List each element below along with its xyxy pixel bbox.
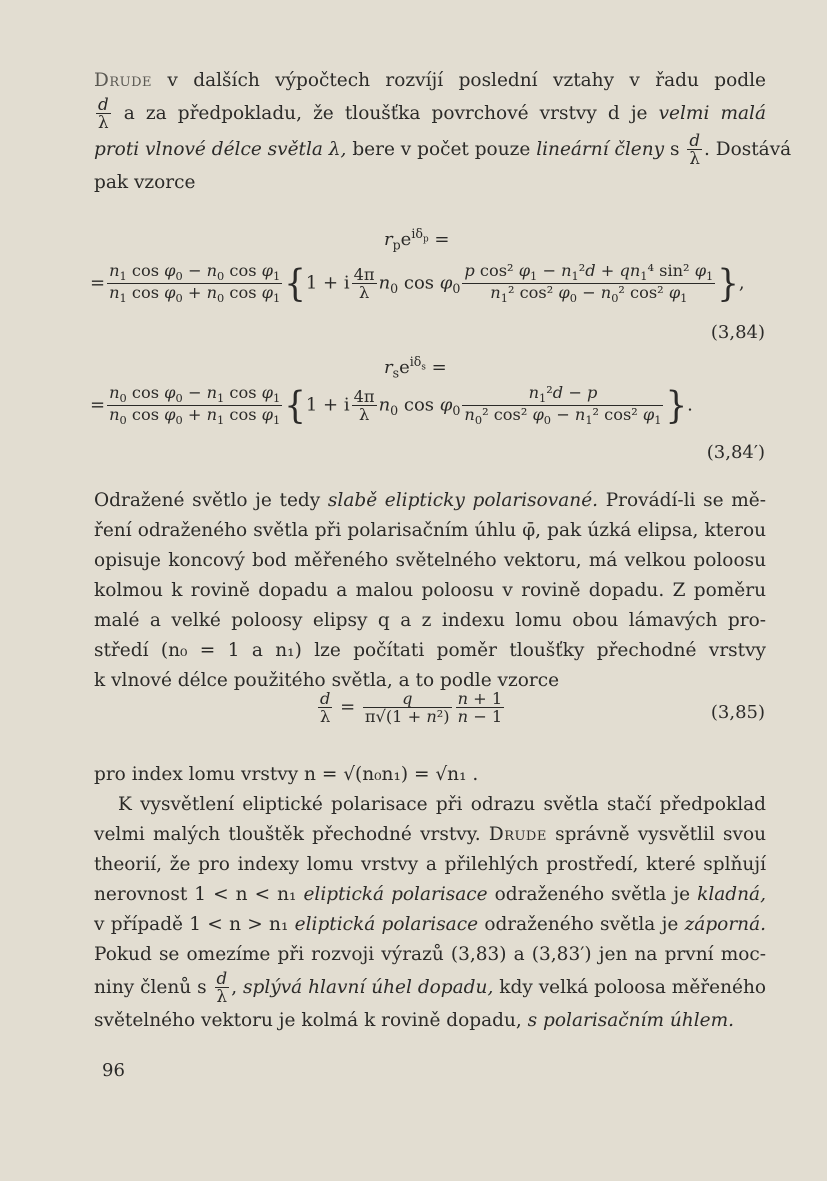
eq2-lhs: $r_se^{i\delta_s}$ = xyxy=(384,354,447,381)
paragraph-elliptic: Odražené světlo je tedy slabě elipticky polarisované. Provádí-li se mě- ření odraženého světla při polarisačním úhlu φ̄, pak úzká elipsa, kterou opisuje koncový bod měřeného světelného vektoru, má velkou poloosu kolmou k rovině dopadu a malou poloosu v rovině dopadu. Z poměru malé a velké poloosy elipsy q a z indexu lomu obou lámavých pro- středí (n₀ = 1 a n₁) lze počítati poměr tloušťky přechodné vrstvy k vlnové délce použitého světla, a to podle vzorce xyxy=(94,490,767,691)
fraction-d-lambda: $\frac{d}{\lambda}$ xyxy=(98,94,109,133)
intro-line-3: proti vlnové délce světla λ, bere v počet pouze lineární členy s $\frac{d}{\lambda}$ . Dostává xyxy=(94,130,792,169)
page-number: 96 xyxy=(102,1060,125,1081)
paragraph-index: pro index lomu vrstvy n = √(n₀n₁) = √n₁ . xyxy=(94,764,479,785)
equation-3-84: = $\frac{n_1 \cos \varphi_0 - n_0 \cos \varphi_1}{n_1 \cos \varphi_0 + n_0 \cos \varphi_1}$ {1 + i $\frac{4\pi}{\lambda}$ $n_0$ $\cos \varphi_0$ $\frac{p \cos^2 \varphi_1 - n_1^2d + qn_1^4 \sin^2 \varphi_1}{n_1^2 \cos^2 \varphi_0 - n_0^2 \cos^2 \varphi_1}$ }, xyxy=(90,261,745,306)
equation-label-3-84: (3,84) xyxy=(710,322,765,343)
fraction-d-lambda-2: $\frac{d}{\lambda}$ xyxy=(689,130,700,169)
equation-label-3-84-prime: (3,84′) xyxy=(706,442,765,463)
equation-3-84-prime: = $\frac{n_0 \cos \varphi_0 - n_1 \cos \varphi_1}{n_0 \cos \varphi_0 + n_1 \cos \varphi_1}$ {1 + i $\frac{4\pi}{\lambda}$ $n_0$ $\cos \varphi_0$ $\frac{n_1^2d - p}{n_0^2 \cos^2 \varphi_0 - n_1^2 \cos^2 \varphi_1}$ }. xyxy=(90,383,693,428)
eq1-lhs: $r_pe^{i\delta_p}$ = xyxy=(384,226,450,253)
equation-label-3-85: (3,85) xyxy=(710,702,765,723)
intro-paragraph xyxy=(94,66,792,198)
intro-line-1: Drude v dalších výpočtech rozvíjí poslední vztahy v řadu podle xyxy=(94,70,766,91)
paragraph-explanation: K vysvětlení eliptické polarisace při odrazu světla stačí předpoklad velmi malých tlouštěk přechodné vrstvy. Drude správně vysvětlil svou theorií, že pro indexy lomu vrstvy a přilehlých prostředí, které splňují nerovnost 1 < n < n₁ eliptická polarisace odraženého světla je kladná, v případě 1 < n > n₁ eliptická polarisace odraženého světla je záporná. Pokud se omezíme při rozvoji výrazů (3,83) a (3,83′) jen na první moc- niny členů s $\frac{d}{\lambda}$ , splývá hlavní úhel dopadu, kdy velká poloosa měřeného světelného vektoru je kolmá k rovině dopadu, s polarisačním úhlem. xyxy=(94,794,767,1031)
equation-3-85: $\frac{d}{\lambda}$ = $\frac{q}{\text{π√(1 + n²)}}$ $\frac{n + 1}{n - 1}$ xyxy=(320,689,503,726)
intro-line-4: pak vzorce xyxy=(94,171,196,193)
intro-line-2: $\frac{d}{\lambda}$ a za předpokladu, že tloušťka povrchové vrstvy d je velmi malá xyxy=(98,94,766,133)
